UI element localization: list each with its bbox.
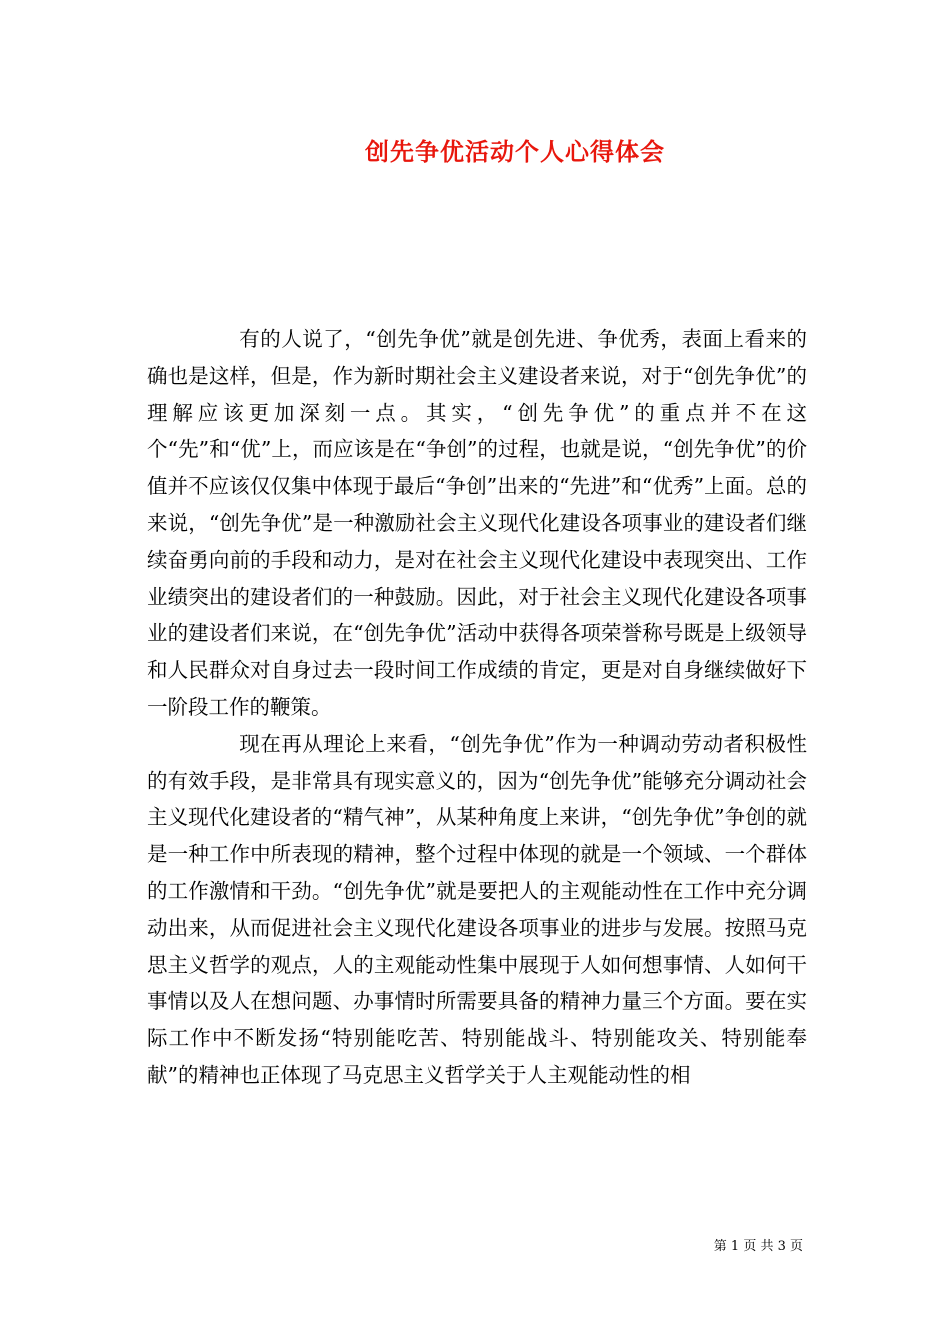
document-title: 创先争优活动个人心得体会	[365, 137, 665, 166]
page-number: 第 1 页 共 3 页	[713, 1239, 803, 1254]
document-body	[147, 321, 807, 1094]
paragraph-1: 有的人说了，“创先争优”就是创先进、争优秀，表面上看来的确也是这样，但是，作为新时期社会主义建设者来说，对于“创先争优”的理解应该更加深刻一点。其实，“创先争优”的重点并不在这个“先”和“优”上，而应该是在“争创”的过程，也就是说，“创先争优”的价值并不应该仅仅集中体现于最后“争创”出来的“先进”和“优秀”上面。总的来说，“创先争优”是一种激励社会主义现代化建设各项事业的建设者们继续奋勇向前的手段和动力，是对在社会主义现代化建设中表现突出、工作业绩突出的建设者们的一种鼓励。因此，对于社会主义现代化建设各项事业的建设者们来说，在“创先争优”活动中获得各项荣誉称号既是上级领导和人民群众对自身过去一段时间工作成绩的肯定，更是对自身继续做好下一阶段工作的鞭策。	[147, 327, 807, 719]
paragraph-2: 现在再从理论上来看，“创先争优”作为一种调动劳动者积极性的有效手段，是非常具有现实意义的，因为“创先争优”能够充分调动社会主义现代化建设者的“精气神”，从某种角度上来讲，“创先争优”争创的就是一种工作中所表现的精神，整个过程中体现的就是一个领域、一个群体的工作激情和干劲。“创先争优”就是要把人的主观能动性在工作中充分调动出来，从而促进社会主义现代化建设各项事业的进步与发展。按照马克思主义哲学的观点，人的主观能动性集中展现于人如何想事情、人如何干事情以及人在想问题、办事情时所需要具备的精神力量三个方面。要在实际工作中不断发扬“特别能吃苦、特别能战斗、特别能攻关、特别能奉献”的精神也正体现了马克思主义哲学关于人主观能动性的相	[147, 731, 807, 1087]
